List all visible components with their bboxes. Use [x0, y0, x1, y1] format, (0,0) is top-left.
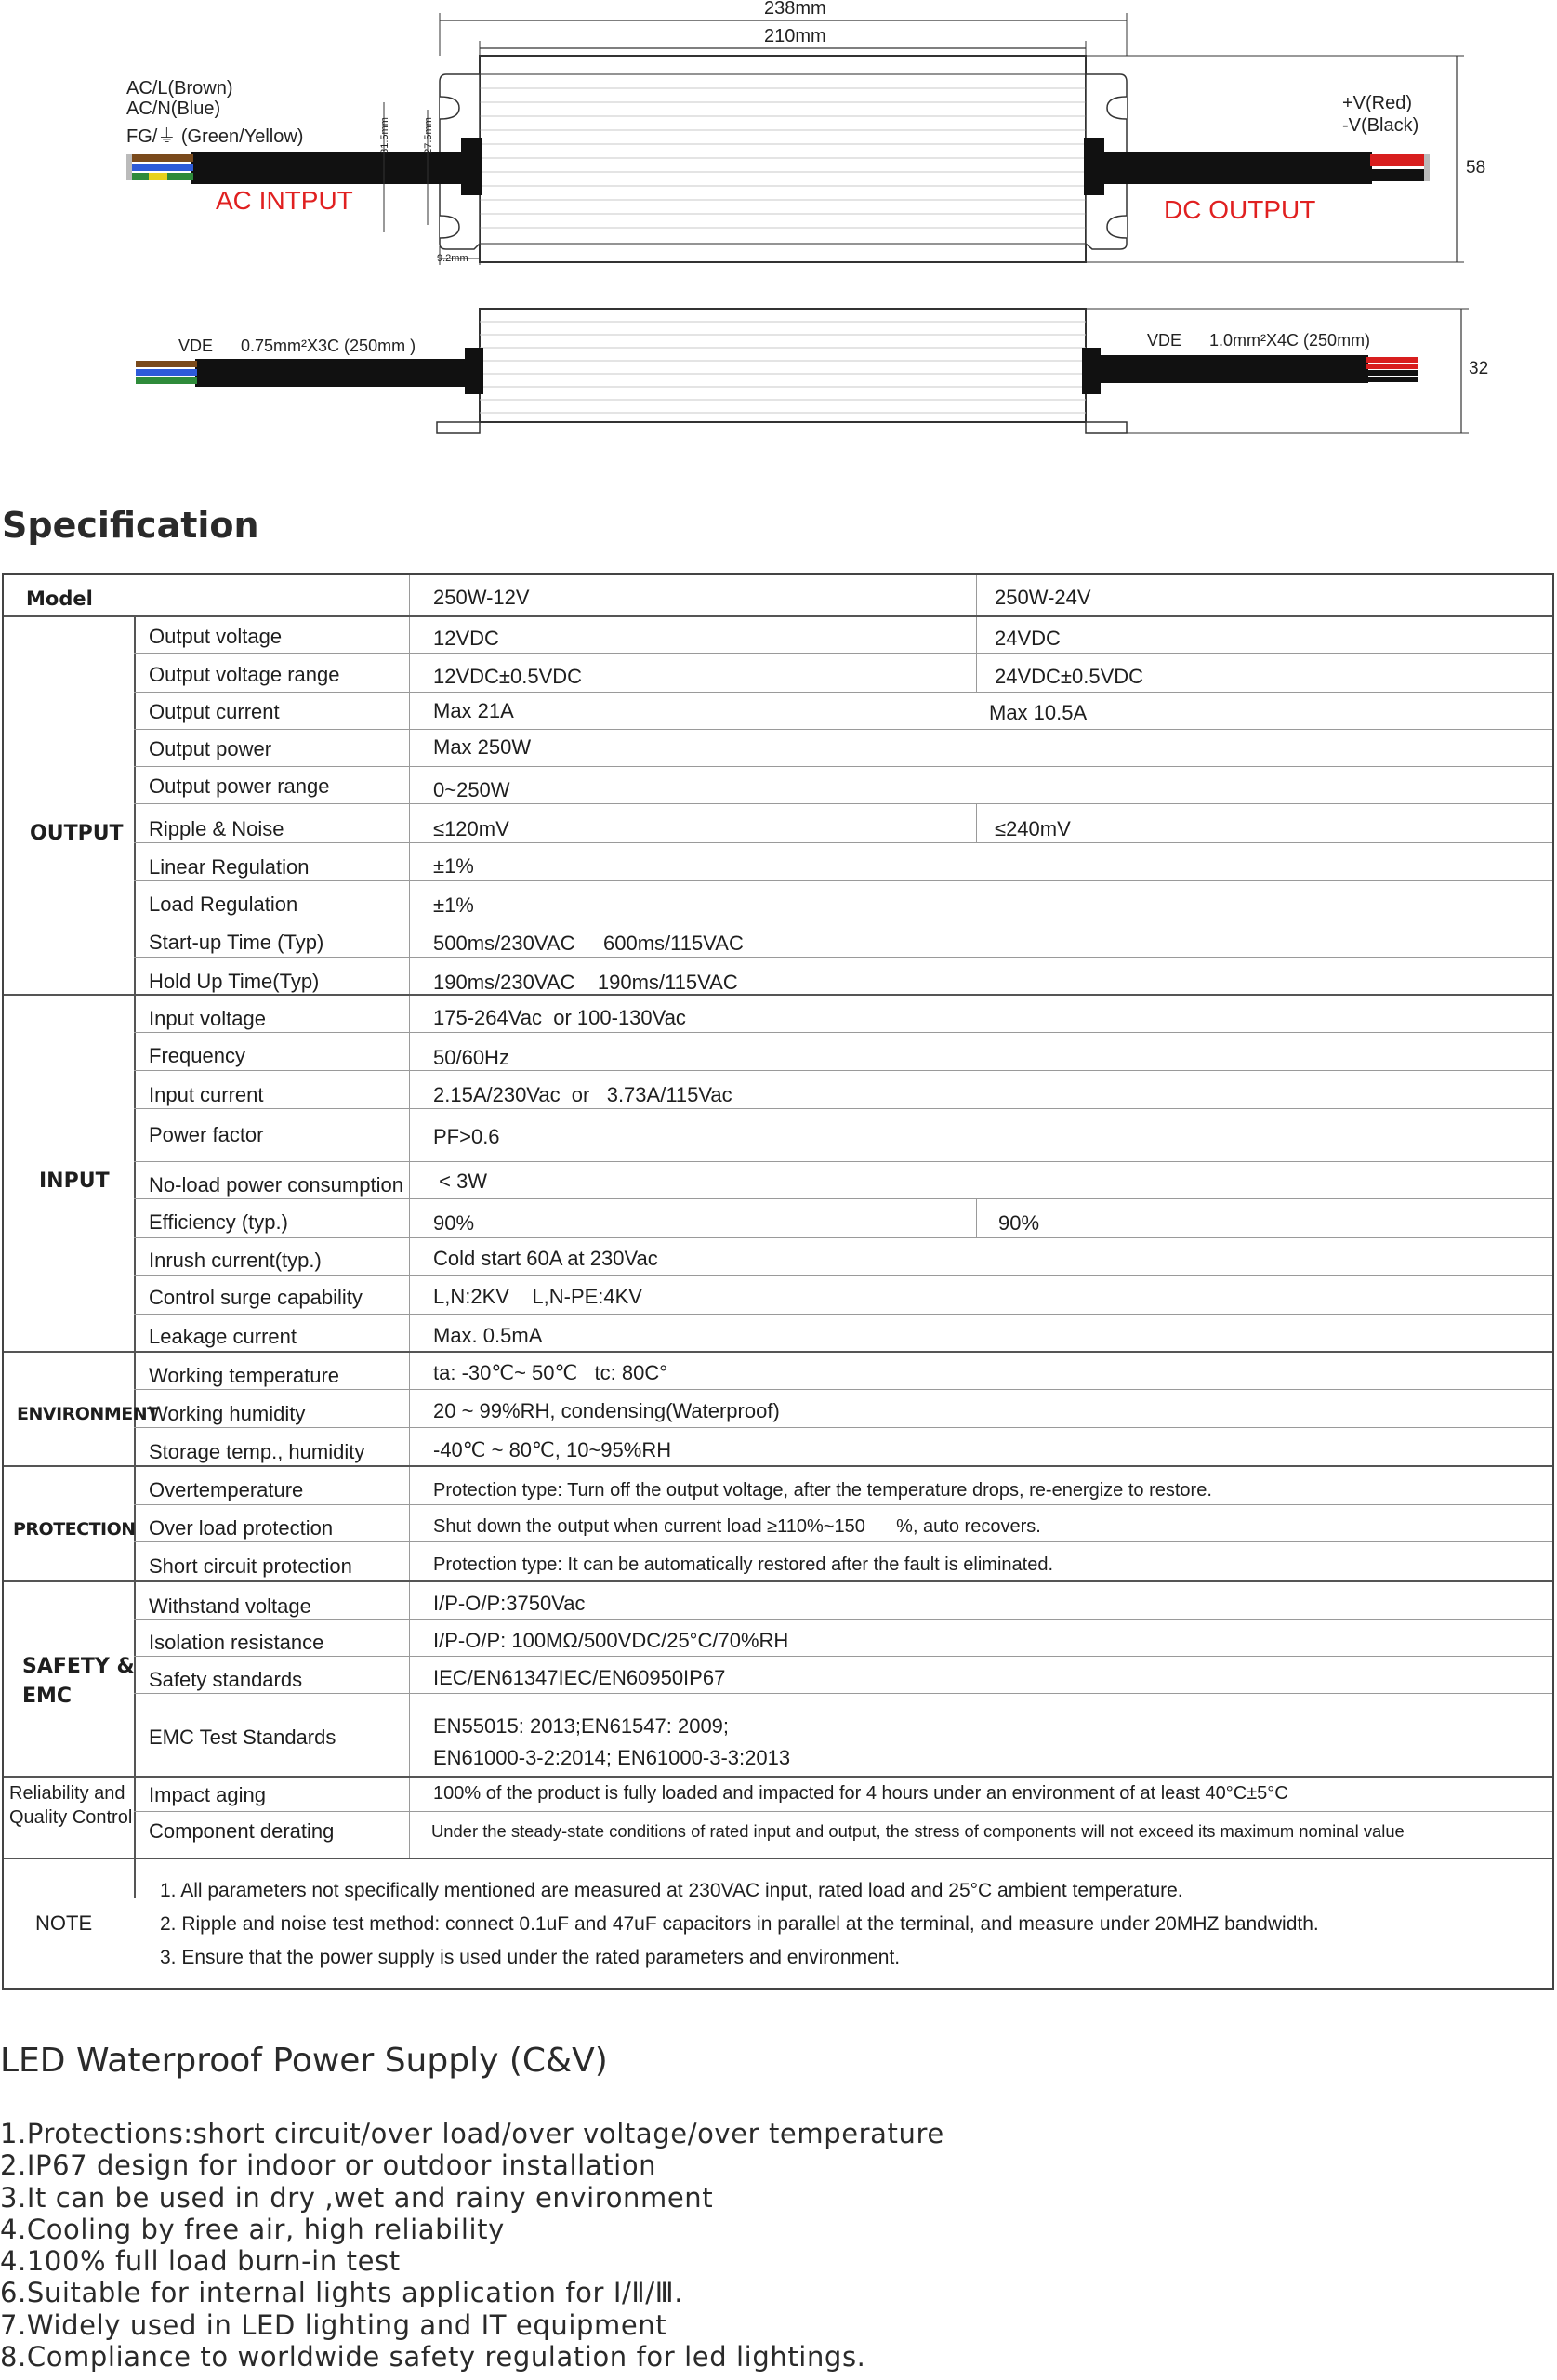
feature-item: 3.It can be used in dry ,wet and rainy environment: [0, 2181, 714, 2214]
row-label: Withstand voltage: [149, 1594, 311, 1618]
row-value-a: I/P-O/P:3750Vac: [433, 1592, 586, 1615]
category-environment: ENVIRONMENT: [17, 1404, 159, 1424]
feature-item: 6.Suitable for internal lights application for Ⅰ/Ⅱ/Ⅲ.: [0, 2277, 684, 2309]
row-value-a: < 3W: [433, 1170, 488, 1193]
row-label: Hold Up Time(Typ): [149, 970, 320, 993]
row-label: Input voltage: [149, 1007, 266, 1030]
row-label: Short circuit protection: [149, 1554, 352, 1578]
row-value-a: ≤120mV: [433, 817, 509, 840]
feature-item: 4.Cooling by free air, high reliability: [0, 2213, 505, 2245]
ac-wire-label-ground: FG/⏚ (Green/Yellow): [126, 126, 304, 147]
row-value-a-line2: EN61000-3-2:2014; EN61000-3-3:2013: [433, 1746, 791, 1769]
feature-item: 2.IP67 design for indoor or outdoor installation: [0, 2149, 657, 2182]
row-label: Over load protection: [149, 1516, 334, 1540]
row-value-b: Max 10.5A: [989, 701, 1088, 724]
model-header-label: Model: [26, 588, 93, 610]
ac-input-label: AC INTPUT: [216, 186, 353, 215]
note-line-1: 1. All parameters not specifically mentioned are measured at 230VAC input, rated load and 25°C ambient temperature.: [160, 1880, 1183, 1901]
row-value-a: IEC/EN61347IEC/EN60950IP67: [433, 1666, 726, 1689]
row-value-a: Shut down the output when current load ≥110%~150 %, auto recovers.: [433, 1516, 1041, 1537]
row-label: Overtemperature: [149, 1478, 304, 1501]
category-note: NOTE: [35, 1911, 93, 1935]
category-safety-line1: SAFETY &: [22, 1655, 135, 1678]
row-value-b: 24VDC±0.5VDC: [995, 665, 1144, 688]
row-value-a: 190ms/230VAC 190ms/115VAC: [433, 971, 738, 994]
dim-slot-label: 9.2mm: [437, 253, 468, 264]
row-value-a: Max 250W: [433, 735, 532, 759]
row-label: Output power: [149, 737, 272, 760]
category-safety-line2: EMC: [22, 1685, 73, 1708]
row-label: Control surge capability: [149, 1286, 363, 1309]
category-output: OUTPUT: [30, 822, 124, 845]
dim-side-width-label: 58: [1466, 158, 1486, 178]
feature-item: 4.100% full load burn-in test: [0, 2245, 401, 2278]
row-label: Output voltage: [149, 625, 283, 648]
row-value-a: 20 ~ 99%RH, condensing(Waterproof): [433, 1399, 780, 1422]
feature-item: 1.Protections:short circuit/over load/over voltage/over temperature: [0, 2118, 944, 2149]
note-line-2: 2. Ripple and noise test method: connect 0.1uF and 47uF capacitors in parallel at the terminal, and measure under 20MHZ bandwidth.: [160, 1913, 1319, 1935]
dc-output-label: DC OUTPUT: [1164, 195, 1316, 224]
row-value-a: Max 21A: [433, 699, 514, 722]
spec-title: Specification: [2, 505, 259, 546]
row-label: Efficiency (typ.): [149, 1210, 288, 1234]
row-label: Storage temp., humidity: [149, 1440, 365, 1463]
feature-list: [0, 2118, 944, 2373]
row-label: Linear Regulation: [149, 855, 310, 879]
row-label: Inrush current(typ.): [149, 1249, 322, 1272]
feature-item: 7.Widely used in LED lighting and IT equipment: [0, 2308, 667, 2341]
category-input: INPUT: [39, 1170, 110, 1193]
row-value-a: ta: -30℃~ 50℃ tc: 80C°: [433, 1361, 668, 1384]
category-reliability-line2: Quality Control: [9, 1807, 133, 1828]
cable-out-label: VDE 1.0mm²X4C (250mm): [1147, 331, 1371, 350]
row-value-a: 50/60Hz: [433, 1046, 509, 1069]
technical-drawing: [0, 0, 1557, 446]
row-value-a: ±1%: [433, 893, 474, 917]
category-protection: PROTECTION: [13, 1519, 136, 1540]
spec-table: [2, 573, 1554, 1990]
dim-height-inner-label: 27.5mm: [422, 117, 434, 154]
row-label: Ripple & Noise: [149, 817, 284, 840]
row-label: Isolation resistance: [149, 1631, 324, 1654]
row-value-a: Protection type: Turn off the output voltage, after the temperature drops, re-energize to restore.: [433, 1480, 1212, 1501]
row-value-a: Under the steady-state conditions of rated input and output, the stress of components will not exceed its maximum nominal value: [431, 1821, 1405, 1841]
row-label: Load Regulation: [149, 892, 298, 916]
dim-height-outer-label: 31.5mm: [378, 117, 390, 154]
row-value-a: -40℃ ~ 80℃, 10~95%RH: [433, 1438, 672, 1461]
row-value-a: Protection type: It can be automatically restored after the fault is eliminated.: [433, 1554, 1054, 1575]
model-a-header: 250W-12V: [433, 586, 530, 609]
row-value-a: L,N:2KV L,N-PE:4KV: [433, 1285, 642, 1308]
row-value-a: 12VDC±0.5VDC: [433, 665, 583, 688]
dim-side-height-label: 32: [1469, 359, 1489, 378]
row-value-a: 175-264Vac or 100-130Vac: [433, 1006, 686, 1029]
row-label: Safety standards: [149, 1668, 303, 1691]
row-label: Start-up Time (Typ): [149, 931, 324, 954]
row-value-a: I/P-O/P: 100MΩ/500VDC/25°C/70%RH: [433, 1629, 789, 1652]
row-label: Impact aging: [149, 1783, 266, 1806]
row-value-a: Max. 0.5mA: [433, 1324, 543, 1347]
row-value-a: 0~250W: [433, 778, 510, 801]
row-value-b: ≤240mV: [995, 817, 1071, 840]
feature-item: 8.Compliance to worldwide safety regulation for led lightings.: [0, 2341, 866, 2373]
cable-in-label: VDE 0.75mm²X3C (250mm ): [178, 337, 416, 355]
row-value-a: 12VDC: [433, 627, 499, 650]
row-label: Output current: [149, 700, 280, 723]
row-label: Input current: [149, 1083, 264, 1106]
ac-wire-label-neutral: AC/N(Blue): [126, 99, 221, 119]
dc-wire-label-negative: -V(Black): [1342, 115, 1419, 136]
model-b-header: 250W-24V: [995, 586, 1091, 609]
row-label: No-load power consumption: [149, 1173, 403, 1197]
row-label: Frequency: [149, 1044, 245, 1067]
row-value-a: 2.15A/230Vac or 3.73A/115Vac: [433, 1083, 732, 1106]
row-label: Output power range: [149, 774, 330, 798]
row-value-a: Cold start 60A at 230Vac: [433, 1247, 658, 1270]
row-label: Working temperature: [149, 1364, 340, 1387]
row-value-b: 90%: [998, 1211, 1040, 1235]
note-line-3: 3. Ensure that the power supply is used under the rated parameters and environment.: [160, 1947, 901, 1968]
ac-wire-label-live: AC/L(Brown): [126, 78, 233, 99]
row-value-a: EN55015: 2013;EN61547: 2009;: [433, 1714, 730, 1738]
dc-wire-label-positive: +V(Red): [1342, 93, 1413, 113]
drawing-svg: [0, 0, 1557, 446]
row-value-a: PF>0.6: [433, 1125, 500, 1148]
row-value-a: 90%: [433, 1211, 475, 1235]
row-label: Output voltage range: [149, 663, 340, 686]
row-value-a: ±1%: [433, 854, 474, 878]
product-title: LED Waterproof Power Supply (C&V): [0, 2042, 608, 2080]
row-label: Component derating: [149, 1819, 335, 1843]
row-value-b: 24VDC: [995, 627, 1061, 650]
row-value-a: 500ms/230VAC 600ms/115VAC: [433, 932, 744, 955]
row-value-a: 100% of the product is fully loaded and impacted for 4 hours under an environment of at least 40°C±5°C: [433, 1783, 1288, 1804]
row-label: Working humidity: [149, 1402, 306, 1425]
dim-overall-label: 238mm: [764, 0, 826, 19]
dim-body-label: 210mm: [764, 26, 826, 46]
row-label: Power factor: [149, 1123, 264, 1146]
row-label: Leakage current: [149, 1325, 297, 1348]
row-label: EMC Test Standards: [149, 1726, 336, 1749]
category-reliability-line1: Reliability and: [9, 1783, 125, 1804]
